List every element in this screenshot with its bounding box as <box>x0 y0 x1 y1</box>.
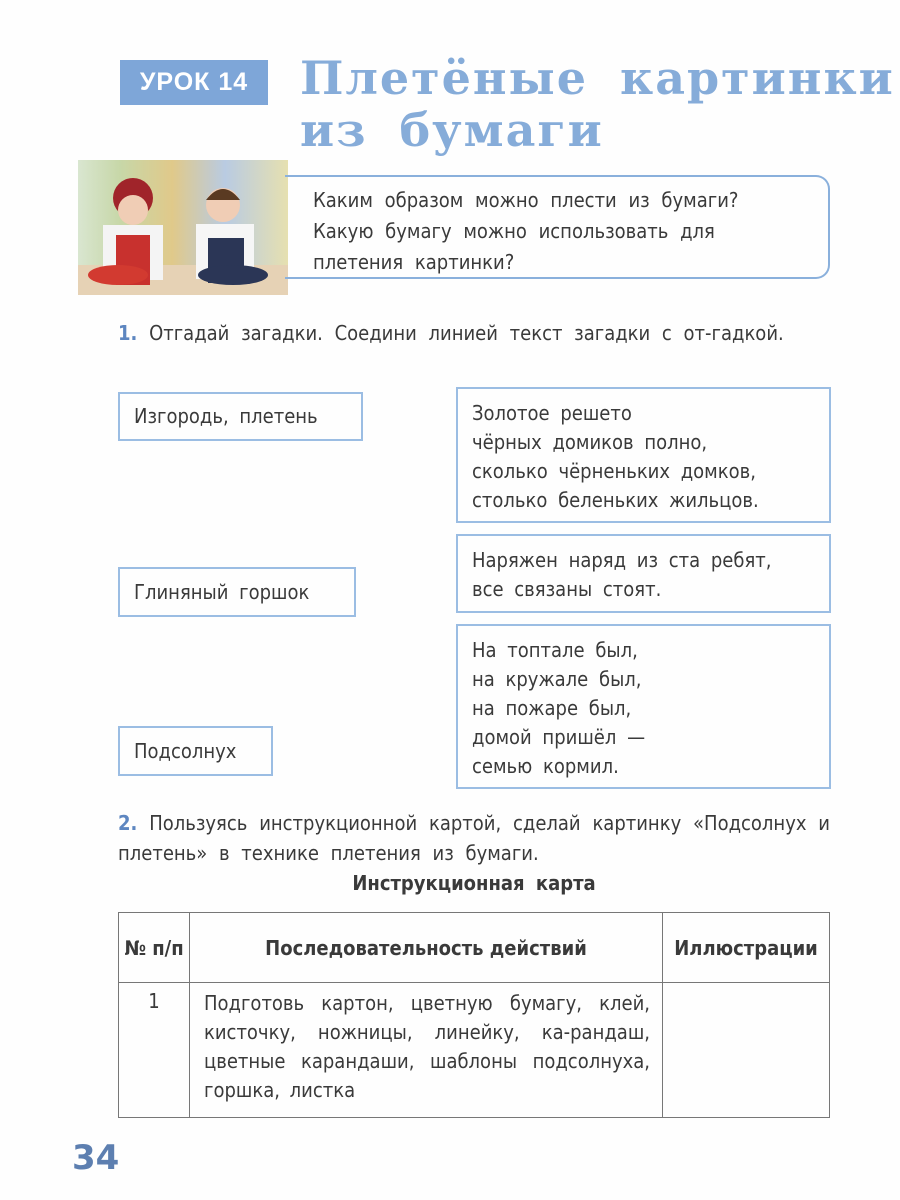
question-line: Какую бумагу можно использовать для <box>313 219 715 243</box>
task-number: 2. <box>118 811 138 835</box>
header-number: № п/п <box>119 913 190 983</box>
table-row <box>119 983 830 1118</box>
riddle-line: семью кормил. <box>472 754 619 778</box>
row-action: Подготовь картон, цветную бумагу, клей, кисточку, ножницы, линейку, ка-рандаш, цветные карандаши, шаблоны подсолнуха, горшка, листка <box>190 983 663 1118</box>
intro-question-box <box>285 175 830 279</box>
instruction-table <box>118 912 830 1118</box>
title-line: Плетёные картинки <box>300 51 895 105</box>
riddle-line: чёрных домиков полно, <box>472 430 708 454</box>
question-line: плетения картинки? <box>313 250 515 274</box>
title-line: из бумаги <box>300 103 604 157</box>
row-illustration[interactable] <box>663 983 830 1118</box>
answer-text: Изгородь, плетень <box>134 404 318 428</box>
children-photo <box>78 160 288 295</box>
riddle-line: сколько чёрненьких домков, <box>472 459 756 483</box>
lesson-badge: УРОК 14 <box>120 60 268 105</box>
riddle-line: на пожаре был, <box>472 696 632 720</box>
answer-box[interactable] <box>118 726 273 776</box>
task-2 <box>118 808 830 868</box>
riddle-line: на кружале был, <box>472 667 642 691</box>
header-illustrations: Иллюстрации <box>663 913 830 983</box>
task-1 <box>118 318 830 348</box>
riddle-line: Наряжен наряд из ста ребят, <box>472 548 772 572</box>
row-number: 1 <box>119 983 190 1118</box>
header-actions: Последовательность действий <box>190 913 663 983</box>
answer-text: Глиняный горшок <box>134 579 310 604</box>
page-number: 34 <box>72 1138 120 1178</box>
answer-box[interactable] <box>118 567 356 617</box>
riddle-line: На топтале был, <box>472 638 638 662</box>
task-text: Пользуясь инструкционной картой, сделай картинку «Подсолнух и плетень» в технике плетения из бумаги. <box>118 811 830 865</box>
riddle-line: домой пришёл — <box>472 725 646 749</box>
table-header-row <box>119 913 830 983</box>
task-number: 1. <box>118 321 138 345</box>
riddle-line: Золотое решето <box>472 401 632 425</box>
children-illustration <box>78 160 288 295</box>
riddle-box[interactable] <box>456 387 831 523</box>
riddle-line: столько беленьких жильцов. <box>472 488 759 512</box>
instruction-card-title: Инструкционная карта <box>352 871 596 895</box>
lesson-title <box>300 52 895 156</box>
task-text: Отгадай загадки. Соедини линией текст загадки с от-гадкой. <box>149 321 784 345</box>
riddle-box[interactable] <box>456 624 831 789</box>
riddle-line: все связаны стоят. <box>472 577 662 601</box>
answer-box[interactable] <box>118 392 363 441</box>
riddle-box[interactable] <box>456 534 831 613</box>
question-line: Каким образом можно плести из бумаги? <box>313 188 739 212</box>
answer-text: Подсолнух <box>134 738 237 763</box>
